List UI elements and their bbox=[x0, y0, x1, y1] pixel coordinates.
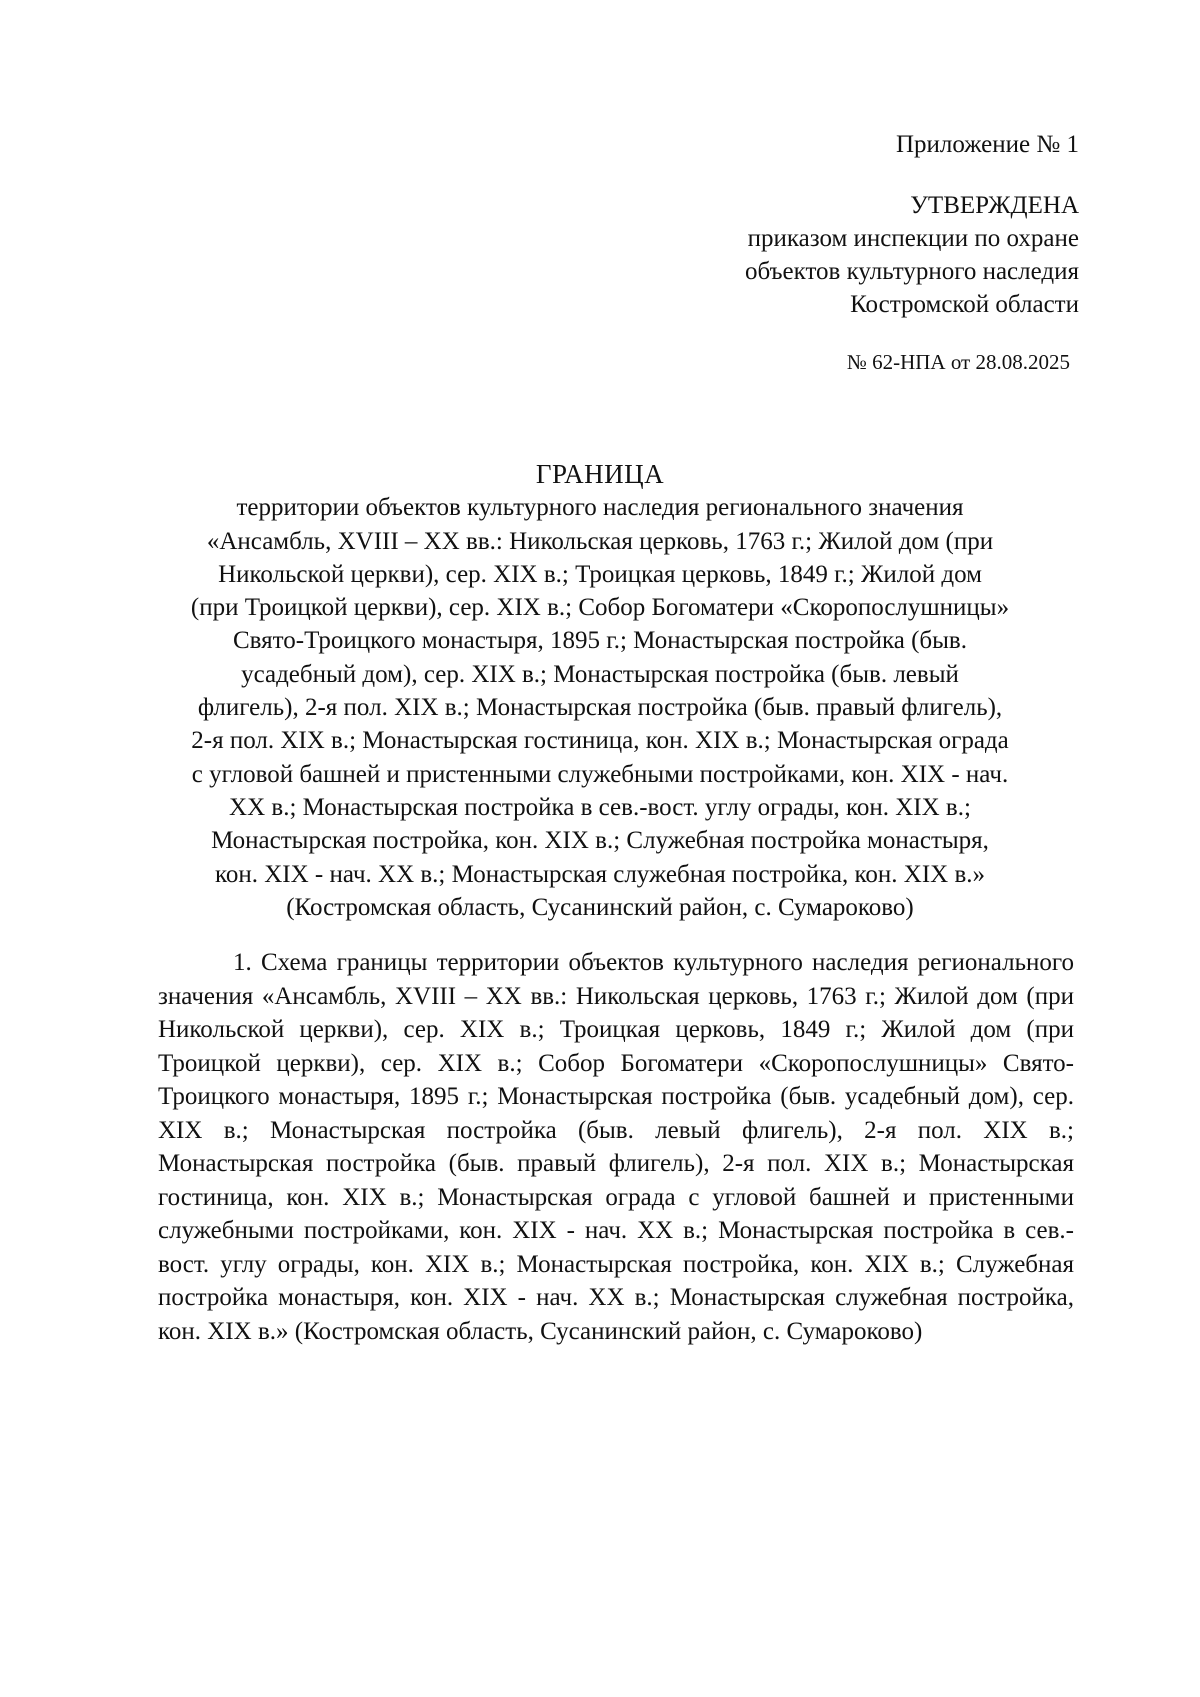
heading-line: (Костромская область, Сусанинский район, с. Сумароково) bbox=[286, 893, 914, 921]
approved-label: УТВЕРЖДЕНА bbox=[910, 192, 1079, 219]
heading-line: 2-я пол. XIX в.; Монастырская гостиница, кон. XIX в.; Монастырская ограда bbox=[191, 727, 1009, 755]
heading-line: усадебный дом), сер. XIX в.; Монастырская постройка (быв. левый bbox=[241, 660, 959, 688]
heading-line: с угловой башней и пристенными служебными постройками, кон. XIX - нач. bbox=[191, 760, 1009, 788]
paragraph-text: 1. Схема границы территории объектов культурного наследия регионального значения «Ансамбль, XVIII – XX вв.: Никольская церковь, 1763 г.; Жилой дом (при Никольской церкви), сер. XIX в.; Троицкая церковь, 1849 г.; Жилой дом (при Троицкой церкви), сер. XIX в.; Собор Богоматери «Скоропослушницы» Свято-Троицкого монастыря, 1895 г.; Монастырская постройка (быв. усадебный дом), сер. XIX в.; Монастырская постройка (быв. левый флигель), 2-я пол. XIX в.; Монастырская постройка (быв. правый флигель), 2-я пол. XIX в.; Монастырская гостиница, кон. XIX в.; Монастырская ограда с угловой башней и пристенными служебными постройками, кон. XIX - нач. XX в.; Монастырская постройка в сев.-вост. углу ограды, кон. XIX в.; Монастырская постройка, кон. XIX в.; Служебная постройка монастыря, кон. XIX - нач. XX в.; Монастырская служебная постройка, кон. XIX в.» (Костромская область, Сусанинский район, с. Сумароково) bbox=[158, 949, 1074, 1345]
approval-line: объектов культурного наследия bbox=[745, 258, 1079, 285]
heading-line: кон. XIX - нач. XX в.; Монастырская служебная постройка, кон. XIX в.» bbox=[214, 860, 986, 888]
document-heading bbox=[130, 458, 1070, 924]
heading-line: Никольской церкви), сер. XIX в.; Троицкая церковь, 1849 г.; Жилой дом bbox=[218, 560, 982, 588]
numbered-paragraph-1 bbox=[158, 946, 1074, 1348]
appendix-label: Приложение № 1 bbox=[895, 131, 1079, 158]
heading-line: территории объектов культурного наследия регионального значения bbox=[236, 494, 964, 522]
approval-line: приказом инспекции по охране bbox=[747, 225, 1079, 252]
approval-block bbox=[559, 128, 1079, 379]
order-number: № 62-НПА от 28.08.2025 bbox=[846, 350, 1070, 374]
heading-line: Свято-Троицкого монастыря, 1895 г.; Монастырская постройка (быв. bbox=[233, 627, 967, 655]
approval-line: Костромской области bbox=[850, 291, 1079, 318]
heading-line: (при Троицкой церкви), сер. XIX в.; Собор Богоматери «Скоропослушницы» bbox=[190, 594, 1010, 622]
heading-line: флигель), 2-я пол. XIX в.; Монастырская постройка (быв. правый флигель), bbox=[197, 694, 1003, 722]
heading-line: XX в.; Монастырская постройка в сев.-вост. углу ограды, кон. XIX в.; bbox=[229, 793, 971, 821]
heading-line: «Ансамбль, XVIII – XX вв.: Никольская церковь, 1763 г.; Жилой дом (при bbox=[206, 527, 994, 555]
heading-title: ГРАНИЦА bbox=[535, 459, 665, 489]
heading-line: Монастырская постройка, кон. XIX в.; Служебная постройка монастыря, bbox=[211, 827, 989, 855]
